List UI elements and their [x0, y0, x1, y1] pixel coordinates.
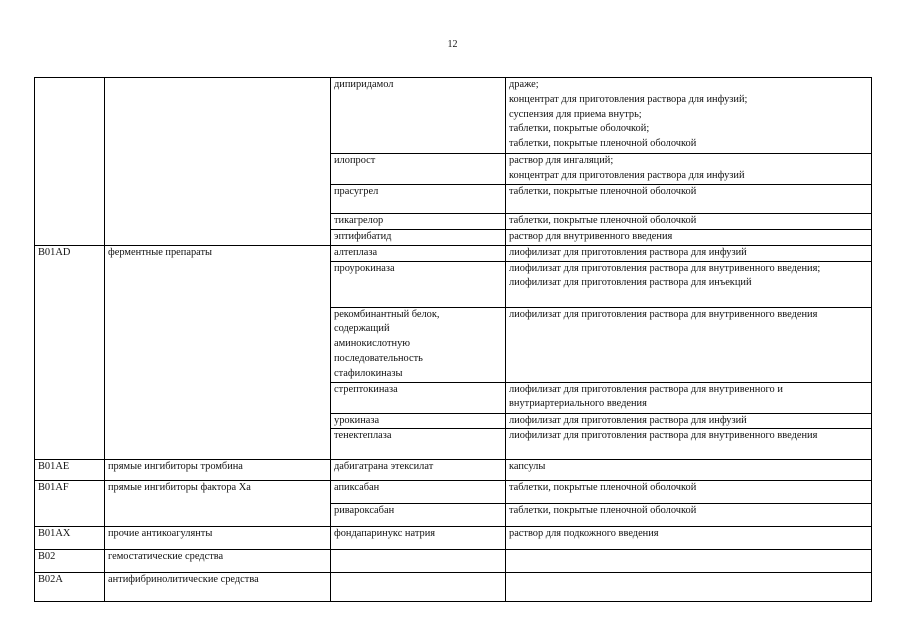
drug-name-cell: стрептокиназа — [331, 382, 506, 413]
group-name-cell: прочие антикоагулянты — [105, 527, 331, 550]
dosage-form-cell: лиофилизат для приготовления раствора для внутривенного введения — [506, 307, 872, 382]
atc-code-cell: B01AE — [35, 460, 105, 481]
table-row — [35, 78, 872, 154]
drug-name-cell: рекомбинантный белок, содержащий аминокислотную последовательность стафилокиназы — [331, 307, 506, 382]
group-name-cell: прямые ингибиторы тромбина — [105, 460, 331, 481]
dosage-form-cell: лиофилизат для приготовления раствора для внутривенного введения; лиофилизат для приготовления раствора для инъекций — [506, 261, 872, 307]
group-name-cell: прямые ингибиторы фактора Xa — [105, 481, 331, 527]
atc-code-cell: B01AF — [35, 481, 105, 527]
table-row — [35, 550, 872, 573]
dosage-form-cell — [506, 573, 872, 602]
table-row — [35, 527, 872, 550]
dosage-form-cell: раствор для ингаляций; концентрат для приготовления раствора для инфузий — [506, 154, 872, 185]
dosage-form-cell: капсулы — [506, 460, 872, 481]
dosage-form-cell: лиофилизат для приготовления раствора для инфузий — [506, 245, 872, 261]
drug-name-cell: ривароксабан — [331, 504, 506, 527]
dosage-form-cell: драже; концентрат для приготовления раствора для инфузий; суспензия для приема внутрь; таблетки, покрытые оболочкой; таблетки, покрытые пленочной оболочкой — [506, 78, 872, 154]
dosage-form-cell: таблетки, покрытые пленочной оболочкой — [506, 504, 872, 527]
drug-name-cell: урокиназа — [331, 413, 506, 429]
group-name-cell: ферментные препараты — [105, 245, 331, 460]
dosage-form-cell: лиофилизат для приготовления раствора для инфузий — [506, 413, 872, 429]
atc-code-cell: B01AX — [35, 527, 105, 550]
atc-code-cell: B02 — [35, 550, 105, 573]
drug-name-cell: фондапаринукс натрия — [331, 527, 506, 550]
drug-name-cell — [331, 573, 506, 602]
group-name-cell: антифибринолитические средства — [105, 573, 331, 602]
atc-code-cell: B01AD — [35, 245, 105, 460]
drug-name-cell: дипиридамол — [331, 78, 506, 154]
table-row — [35, 245, 872, 261]
dosage-form-cell: таблетки, покрытые пленочной оболочкой — [506, 214, 872, 230]
drug-name-cell: тикагрелор — [331, 214, 506, 230]
drug-name-cell: тенектеплаза — [331, 429, 506, 460]
table-row — [35, 573, 872, 602]
dosage-form-cell: раствор для подкожного введения — [506, 527, 872, 550]
atc-code-cell — [35, 78, 105, 246]
atc-code-cell: B02A — [35, 573, 105, 602]
dosage-form-cell: лиофилизат для приготовления раствора для внутривенного и внутриартериального введения — [506, 382, 872, 413]
dosage-form-cell: раствор для внутривенного введения — [506, 230, 872, 246]
drug-name-cell: прасугрел — [331, 185, 506, 214]
drug-name-cell: алтеплаза — [331, 245, 506, 261]
drug-name-cell: дабигатрана этексилат — [331, 460, 506, 481]
drug-name-cell: эптифибатид — [331, 230, 506, 246]
drug-name-cell: проурокиназа — [331, 261, 506, 307]
dosage-form-cell: таблетки, покрытые пленочной оболочкой — [506, 185, 872, 214]
table-row — [35, 481, 872, 504]
drug-name-cell: илопрост — [331, 154, 506, 185]
drug-table — [34, 77, 872, 602]
dosage-form-cell — [506, 550, 872, 573]
dosage-form-cell: таблетки, покрытые пленочной оболочкой — [506, 481, 872, 504]
group-name-cell — [105, 78, 331, 246]
drug-name-cell — [331, 550, 506, 573]
table-row — [35, 460, 872, 481]
group-name-cell: гемостатические средства — [105, 550, 331, 573]
drug-name-cell: апиксабан — [331, 481, 506, 504]
dosage-form-cell: лиофилизат для приготовления раствора для внутривенного введения — [506, 429, 872, 460]
page-number: 12 — [447, 39, 458, 50]
